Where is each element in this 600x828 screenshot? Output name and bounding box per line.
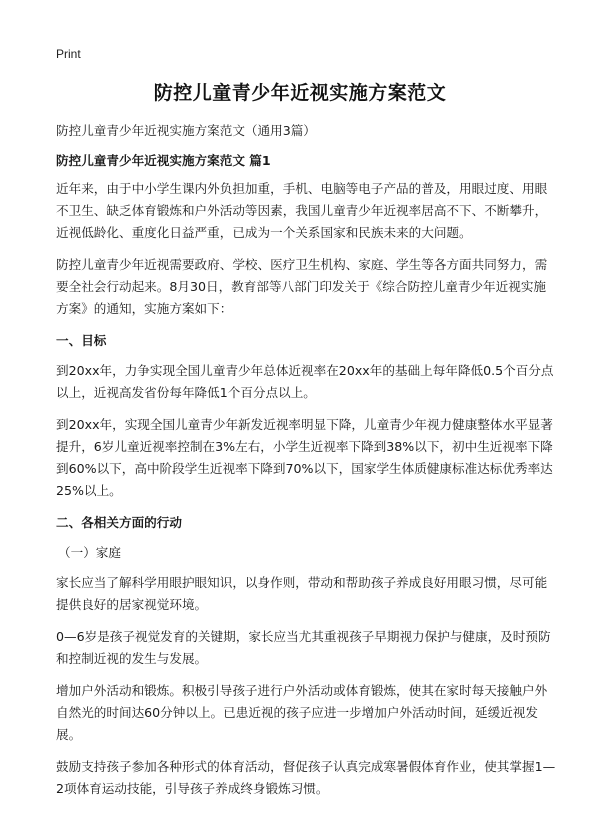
paragraph-goal-1: 到20xx年，力争实现全国儿童青少年总体近视率在20xx年的基础上每年降低0.5个百分点以上，近视高发省份每年降低1个百分点以上。: [56, 363, 554, 400]
document-title: 防控儿童青少年近视实施方案范文: [153, 82, 447, 104]
subsection-heading-family: （一）家庭: [58, 545, 121, 560]
paragraph-family-4: 鼓励支持孩子参加各种形式的体育活动，督促孩子认真完成寒暑假体育作业，使其掌握1—2项体育运动技能，引导孩子养成终身锻炼习惯。: [56, 759, 556, 796]
paragraph-family-1: 家长应当了解科学用眼护眼知识，以身作则，带动和帮助孩子养成良好用眼习惯，尽可能提供良好的居家视觉环境。: [56, 575, 548, 612]
paragraph-family-3: 增加户外活动和锻炼。积极引导孩子进行户外活动或体育锻炼，使其在家时每天接触户外自然光的时间达60分钟以上。已患近视的孩子应进一步增加户外活动时间，延缓近视发展。: [56, 683, 548, 742]
paragraph-family-2: 0—6岁是孩子视觉发育的关键期，家长应当尤其重视孩子早期视力保护与健康，及时预防和控制近视的发生与发展。: [56, 629, 551, 666]
paragraph-intro-2: 防控儿童青少年近视需要政府、学校、医疗卫生机构、家庭、学生等各方面共同努力，需要全社会行动起来。8月30日，教育部等八部门印发关于《综合防控儿童青少年近视实施方案》的通知，实施方案如下：: [56, 257, 548, 316]
print-link[interactable]: Print: [56, 47, 81, 61]
section-heading-actions: 二、各相关方面的行动: [56, 515, 182, 530]
section-heading-goals: 一、目标: [56, 333, 107, 348]
article-heading: 防控儿童青少年近视实施方案范文 篇1: [56, 153, 271, 168]
paragraph-intro-1: 近年来，由于中小学生课内外负担加重，手机、电脑等电子产品的普及，用眼过度、用眼不卫生、缺乏体育锻炼和户外活动等因素，我国儿童青少年近视率居高不下、不断攀升，近视低龄化、重度化日益严重，已成为一个关系国家和民族未来的大问题。: [56, 181, 548, 240]
document-body: [56, 120, 556, 810]
document-subtitle: 防控儿童青少年近视实施方案范文（通用3篇）: [56, 123, 316, 138]
paragraph-goal-2: 到20xx年，实现全国儿童青少年新发近视率明显下降，儿童青少年视力健康整体水平显著提升，6岁儿童近视率控制在3%左右，小学生近视率下降到38%以下，初中生近视率下降到60%以下，高中阶段学生近视率下降到70%以下，国家学生体质健康标准达标优秀率达25%以上。: [56, 417, 553, 498]
